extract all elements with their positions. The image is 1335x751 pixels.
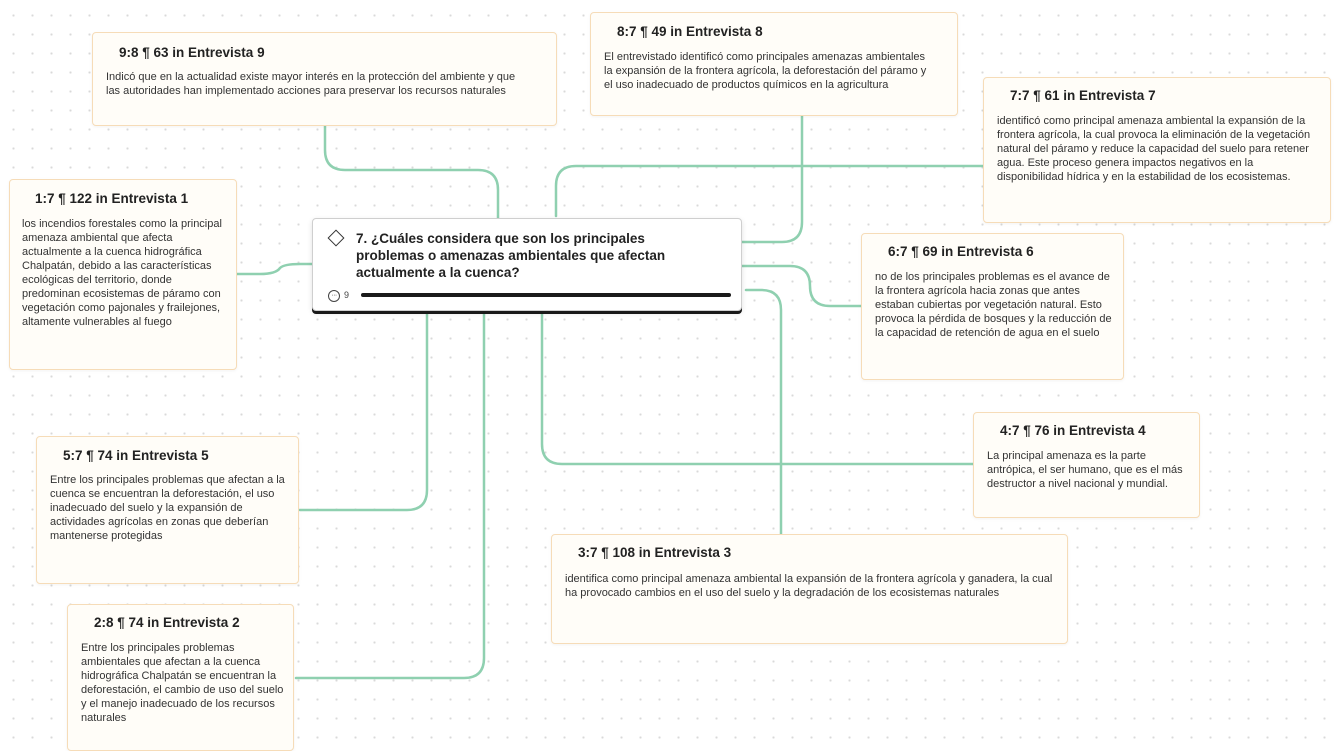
connector-q2	[296, 311, 484, 678]
quotation-title: 7:7 ¶ 61 in Entrevista 7	[1010, 88, 1156, 103]
quotation-title: 1:7 ¶ 122 in Entrevista 1	[35, 191, 189, 206]
quotation-text: Entre los principales problemas que afectan a la cuenca se encuentran la deforestación, el uso inadecuado del suelo y la expansión de actividades agrícolas en zonas que deberían mantenerse protegidas	[50, 474, 285, 542]
quotation-text: El entrevistado identificó como principales amenazas ambientales la expansión de la frontera agrícola, la deforestación del páramo y el uso inadecuado de productos químicos en la agricultura	[604, 51, 927, 91]
connector-q7	[556, 166, 985, 216]
quotation-card-entrevista-2[interactable]	[67, 604, 294, 751]
connector-q8	[742, 116, 802, 242]
quotation-card-entrevista-4[interactable]	[973, 412, 1200, 518]
connector-q3	[746, 290, 781, 535]
quotation-card-entrevista-8[interactable]	[590, 12, 958, 116]
quotation-card-entrevista-7[interactable]	[983, 77, 1331, 223]
quotation-text: los incendios forestales como la principal amenaza ambiental que afecta actualmente a la cuenca hidrográfica Chalpatán, debido a las características ecológicas del territorio, donde predominan ecosistemas de páramo con vegetación como pajonales y frailejones, altamente vulnerables al fuego	[22, 218, 222, 328]
connector-q1	[236, 264, 313, 274]
quotation-title: 2:8 ¶ 74 in Entrevista 2	[94, 615, 240, 630]
quotation-title: 3:7 ¶ 108 in Entrevista 3	[578, 545, 732, 560]
question-title: 7. ¿Cuáles considera que son los principales problemas o amenazas ambientales que afectan actualmente a la cuenca?	[356, 231, 666, 280]
code-diamond-icon	[328, 230, 345, 247]
quotation-card-entrevista-6[interactable]	[861, 233, 1124, 380]
quotation-text: Indicó que en la actualidad existe mayor interés en la protección del ambiente y que las autoridades han implementado acciones para preservar los recursos naturales	[106, 71, 516, 97]
quotation-count: 9	[344, 290, 350, 300]
quotation-title: 4:7 ¶ 76 in Entrevista 4	[1000, 423, 1146, 438]
quotation-text: no de los principales problemas es el avance de la frontera agrícola hacia zonas que antes estaban cubiertas por vegetación natural. Esto provoca la pérdida de bosques y la reducción de la capacidad de retención de agua en el suelo	[875, 271, 1112, 339]
speech-bubble-icon: ···	[328, 290, 340, 302]
groundedness-bar	[361, 293, 731, 297]
quotation-title: 5:7 ¶ 74 in Entrevista 5	[63, 448, 209, 463]
connector-q9	[325, 126, 498, 218]
quotation-text: La principal amenaza es la parte antrópica, el ser humano, que es el más destructor a nivel nacional y mundial.	[987, 450, 1183, 490]
quotation-card-entrevista-9[interactable]	[92, 32, 557, 126]
quotation-card-entrevista-3[interactable]	[551, 534, 1068, 644]
connector-q6	[742, 266, 862, 306]
quotation-text: identifica como principal amenaza ambiental la expansión de la frontera agrícola y ganadera, la cual ha provocado cambios en el uso del suelo y la degradación de los ecosistemas naturales	[565, 573, 1053, 599]
quotation-title: 9:8 ¶ 63 in Entrevista 9	[119, 45, 265, 60]
question-code-node[interactable]	[312, 218, 742, 311]
quotation-title: 6:7 ¶ 69 in Entrevista 6	[888, 244, 1034, 259]
quotation-text: identificó como principal amenaza ambiental la expansión de la frontera agrícola, la cual provoca la eliminación de la vegetación natural del páramo y reduce la capacidad del suelo para retener agua. Este proceso genera impactos negativos en la disponibilidad hídrica y en la estabilidad de los ecosistemas.	[997, 115, 1311, 183]
quotation-card-entrevista-1[interactable]	[9, 179, 237, 370]
quotation-title: 8:7 ¶ 49 in Entrevista 8	[617, 24, 763, 39]
quotation-text: Entre los principales problemas ambientales que afectan a la cuenca hidrográfica Chalpatán se encuentran la deforestación, el cambio de uso del suelo y el manejo inadecuado de los recursos naturales	[81, 642, 284, 724]
connector-q5	[300, 311, 427, 510]
quotation-card-entrevista-5[interactable]	[36, 436, 299, 584]
